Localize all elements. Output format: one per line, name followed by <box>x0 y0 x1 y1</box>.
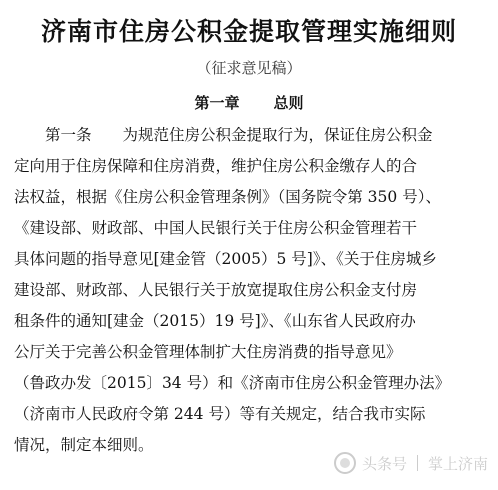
article-one-body <box>14 120 486 461</box>
article-line: 定向用于住房保障和住房消费，维护住房公积金缴存人的合 <box>14 157 418 175</box>
article-line: 具体问题的指导意见[建金管（2005）5 号]》、《关于住房城乡 <box>14 250 437 268</box>
article-line: 《建设部、财政部、中国人民银行关于住房公积金管理若干 <box>14 219 418 237</box>
watermark-author: 掌上济南 <box>427 454 488 473</box>
chapter-heading <box>0 92 498 113</box>
article-line: 建设部、财政部、人民银行关于放宽提取住房公积金支付房 <box>14 281 418 299</box>
toutiao-logo-icon <box>334 452 356 474</box>
article-line: 公厅关于完善公积金管理体制扩大住房消费的指导意见》 <box>14 343 402 361</box>
document-title: 济南市住房公积金提取管理实施细则 <box>40 17 457 46</box>
article-line: 法权益，根据《住房公积金管理条例》（国务院令第 350 号）、 <box>14 188 441 206</box>
watermark <box>334 450 488 476</box>
document-subtitle: （征求意见稿） <box>196 59 302 77</box>
article-line: （济南市人民政府令第 244 号）等有关规定，结合我市实际 <box>14 405 426 423</box>
article-line: 租条件的通知[建金（2015）19 号]》、《山东省人民政府办 <box>14 312 416 330</box>
watermark-source: 头条号 <box>361 454 407 473</box>
article-line: 第一条 为规范住房公积金提取行为，保证住房公积金 <box>14 126 433 144</box>
article-line: 情况，制定本细则。 <box>14 436 154 454</box>
chapter-name: 总则 <box>273 94 304 112</box>
chapter-number: 第一章 <box>194 94 240 112</box>
watermark-divider <box>417 455 418 471</box>
article-line: （鲁政办发〔2015〕34 号）和《济南市住房公积金管理办法》 <box>14 374 451 392</box>
